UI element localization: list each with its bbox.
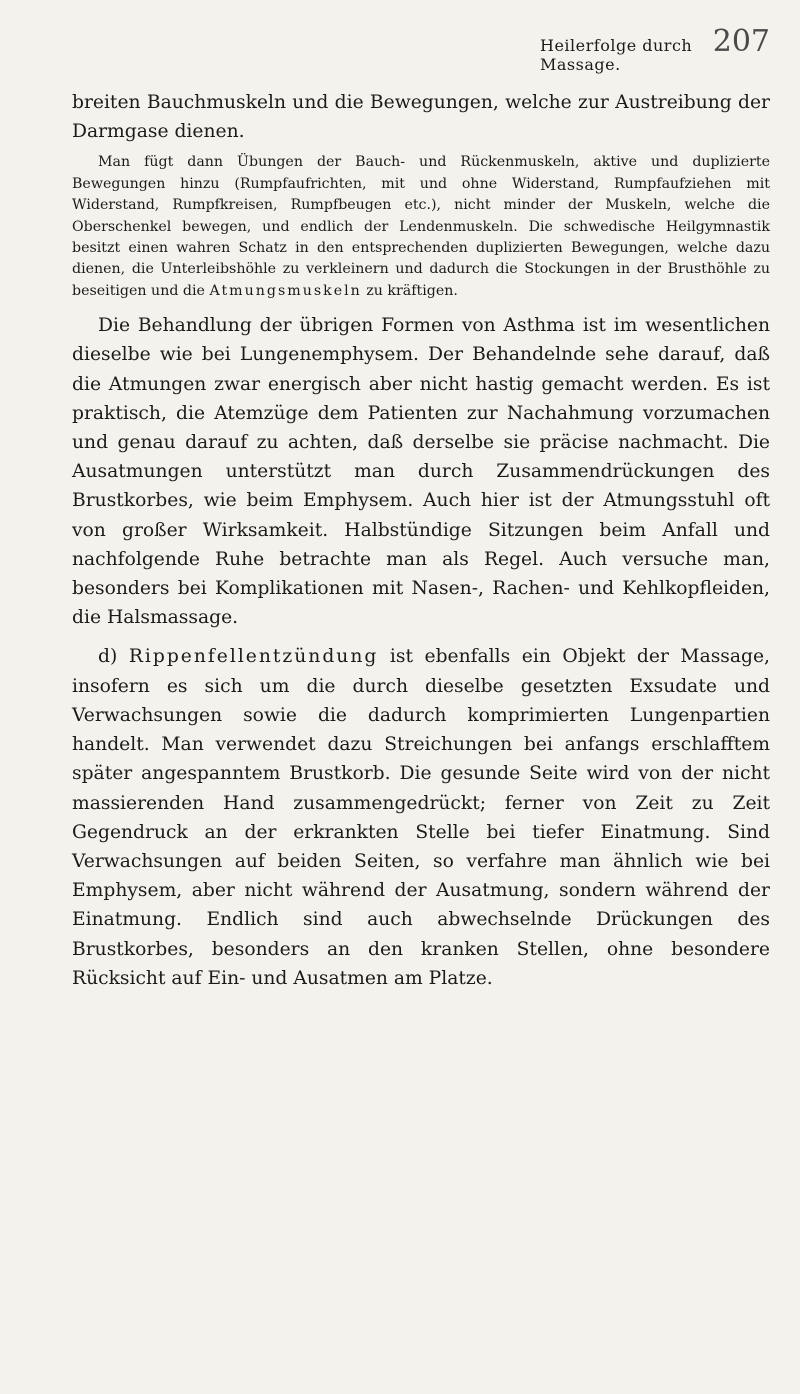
section-marker: d)	[98, 646, 129, 668]
page-number: 207	[712, 24, 770, 59]
running-title: Heilerfolge durch Massage.	[540, 36, 693, 74]
exercises-text-end: zu kräftigen.	[361, 282, 458, 299]
document-page	[72, 0, 770, 993]
running-header	[72, 0, 770, 88]
paragraph-asthma: Die Behandlung der übrigen Formen von Asthma ist im wesentlichen dieselbe wie bei Lungenemphysem. Der Behandelnde sehe darauf, daß die Atmungen zwar energisch aber nicht hastig gemacht werden. Es ist praktisch, die Atemzüge dem Patienten zur Nachahmung vorzumachen und genau darauf zu achten, daß derselbe sie präcise nachmacht. Die Ausatmungen unterstützt man durch Zusammendrückungen des Brustkorbes, wie beim Emphysem. Auch hier ist der Atmungsstuhl oft von großer Wirksamkeit. Halbstündige Sitzungen beim Anfall und nachfolgende Ruhe betrachte man als Regel. Auch versuche man, besonders bei Komplikationen mit Nasen-, Rachen- und Kehlkopfleiden, die Halsmassage.	[72, 315, 770, 629]
exercises-text: Man fügt dann Übungen der Bauch- und Rückenmuskeln, aktive und duplizierte Bewegungen hinzu (Rumpfaufrichten, mit und ohne Widerstand, Rumpfaufziehen mit Widerstand, Rumpfkreisen, Rumpfbeugen etc.), nicht minder der Muskeln, welche die Oberschenkel bewegen, und endlich der Lendenmuskeln. Die schwedische Heilgymnastik besitzt einen wahren Schatz in den entsprechenden duplizierten Bewegungen, welche dazu dienen, die Unterleibshöhle zu verkleinern und dadurch die Stockungen in der Brusthöhle zu beseitigen und die	[72, 154, 770, 299]
spaced-term-atmungsmuskeln: Atmungsmuskeln	[209, 282, 362, 299]
paragraph-rippenfell	[72, 642, 770, 992]
paragraph-exercises	[72, 152, 770, 302]
rippenfell-text: ist ebenfalls ein Objekt der Massage, insofern es sich um die durch dieselbe gesetzten Exsudate und Verwachsungen sowie die dadurch komprimierten Lungenpartien handelt. Man verwendet dazu Streichungen bei anfangs erschlafftem später angespanntem Brustkorb. Die gesunde Seite wird von der nicht massierenden Hand zusammengedrückt; ferner von Zeit zu Zeit Gegendruck an der erkrankten Stelle bei tiefer Einatmung. Sind Verwachsungen auf beiden Seiten, so verfahre man ähnlich wie bei Emphysem, aber nicht während der Ausatmung, sondern während der Einatmung. Endlich sind auch abwechselnde Drückungen des Brustkorbes, besonders an den kranken Stellen, ohne besondere Rücksicht auf Ein- und Ausatmen am Platze.	[72, 646, 770, 989]
paragraph-continued: breiten Bauchmuskeln und die Bewegungen, welche zur Austreibung der Darmgase dienen.	[72, 92, 770, 143]
spaced-term-rippenfellentzuendung: Rippenfellentzündung	[128, 646, 379, 668]
